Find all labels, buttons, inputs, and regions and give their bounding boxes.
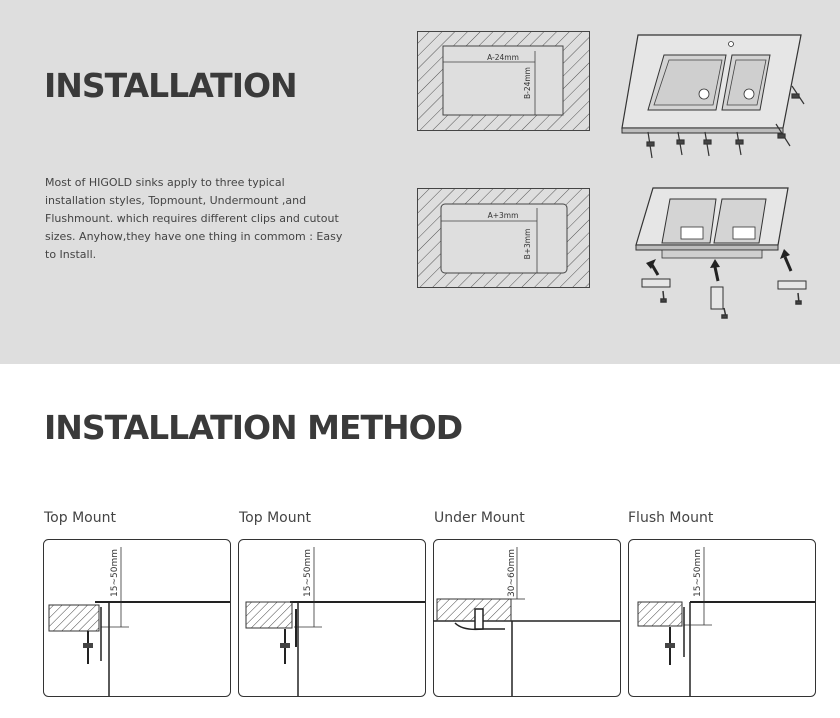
method-1-dimension: 15~50mm — [110, 549, 120, 597]
cutout-2-height-label: B+3mm — [523, 228, 532, 260]
cutout-1-height-label: B-24mm — [523, 66, 532, 100]
cutout-diagram-undermount — [417, 188, 591, 289]
method-1-label: Top Mount — [44, 510, 116, 526]
cutout-diagram-topmount — [417, 31, 591, 132]
method-3-diagram — [433, 539, 621, 697]
method-4-label: Flush Mount — [628, 510, 714, 526]
method-2-dimension: 15~50mm — [303, 549, 313, 597]
method-3-dimension: 30~60mm — [507, 549, 517, 597]
undermount-sink-illustration — [618, 183, 818, 323]
method-4-diagram — [628, 539, 816, 697]
topmount-sink-illustration — [618, 30, 818, 165]
method-3-label: Under Mount — [434, 510, 525, 526]
installation-title: INSTALLATION — [44, 66, 297, 105]
method-1-diagram — [43, 539, 231, 697]
method-2-label: Top Mount — [239, 510, 311, 526]
cutout-2-width-label: A+3mm — [487, 211, 519, 220]
installation-description: Most of HIGOLD sinks apply to three typical installation styles, Topmount, Undermount ,and Flushmount. which requires different clips and cutout sizes. Anyhow,they have one thing in commom : Easy to Install. — [45, 176, 343, 261]
method-2-diagram — [238, 539, 426, 697]
method-4-dimension: 15~50mm — [693, 549, 703, 597]
installation-method-title: INSTALLATION METHOD — [44, 408, 463, 447]
cutout-1-width-label: A-24mm — [487, 53, 519, 62]
